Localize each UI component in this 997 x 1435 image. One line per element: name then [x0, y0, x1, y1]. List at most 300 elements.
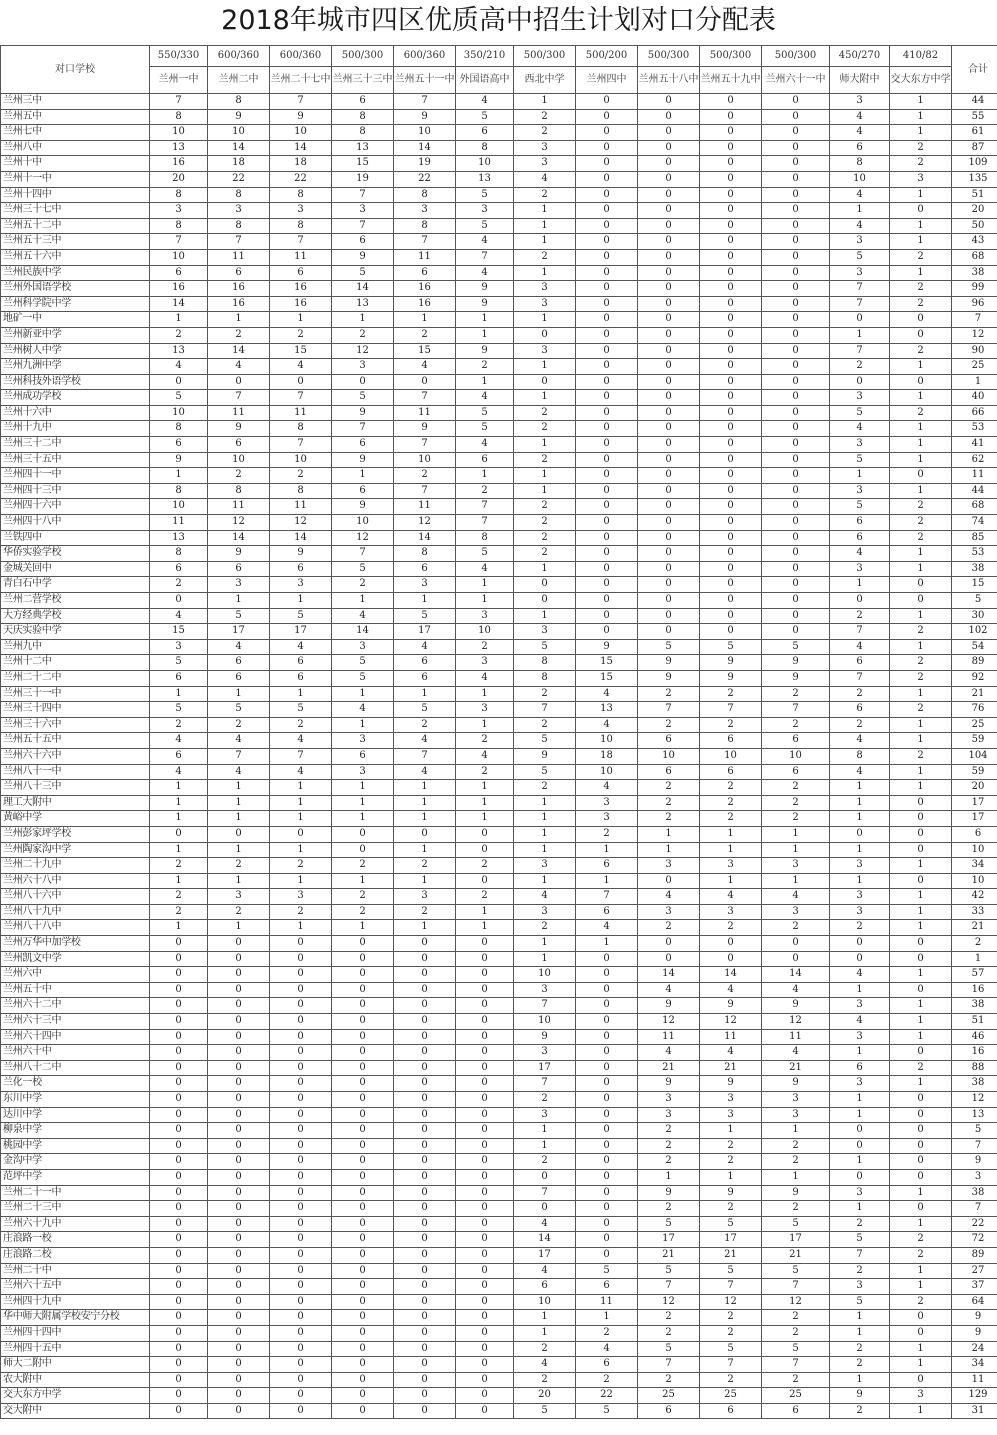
quota-cell: 0	[456, 1279, 514, 1295]
school-name-cell: 兰州六十二中	[1, 998, 150, 1014]
quota-cell: 11	[270, 499, 332, 515]
quota-cell: 0	[332, 1403, 394, 1419]
quota-cell: 4	[576, 717, 638, 733]
quota-cell: 0	[514, 577, 576, 593]
quota-cell: 0	[576, 1169, 638, 1185]
quota-cell: 1	[208, 780, 270, 796]
quota-cell: 0	[270, 1232, 332, 1248]
quota-cell: 9	[762, 655, 830, 671]
quota-cell: 0	[638, 94, 700, 110]
total-cell: 15	[952, 577, 997, 593]
quota-cell: 0	[762, 936, 830, 952]
high-school-header: 兰州二十七中	[270, 67, 332, 94]
quota-cell: 0	[270, 1372, 332, 1388]
quota-cell: 0	[270, 1169, 332, 1185]
quota-cell: 0	[208, 1045, 270, 1061]
quota-cell: 0	[208, 967, 270, 983]
quota-cell: 0	[332, 1310, 394, 1326]
capacity-cell: 600/360	[394, 46, 456, 67]
quota-cell: 0	[700, 249, 762, 265]
capacity-cell: 500/300	[700, 46, 762, 67]
high-school-header: 西北中学	[514, 67, 576, 94]
quota-cell: 6	[638, 1403, 700, 1419]
quota-cell: 4	[830, 639, 890, 655]
quota-cell: 0	[150, 1029, 208, 1045]
quota-cell: 17	[638, 1232, 700, 1248]
quota-cell: 0	[456, 1154, 514, 1170]
quota-cell: 2	[456, 483, 514, 499]
quota-cell: 9	[208, 109, 270, 125]
quota-cell: 0	[150, 1247, 208, 1263]
quota-cell: 1	[576, 842, 638, 858]
quota-cell: 2	[150, 904, 208, 920]
high-school-header: 兰州二中	[208, 67, 270, 94]
quota-cell: 0	[890, 1045, 952, 1061]
quota-cell: 7	[394, 748, 456, 764]
total-cell: 33	[952, 904, 997, 920]
quota-cell: 3	[394, 203, 456, 219]
quota-cell: 0	[332, 951, 394, 967]
quota-cell: 0	[576, 171, 638, 187]
quota-cell: 12	[332, 530, 394, 546]
total-cell: 76	[952, 702, 997, 718]
quota-cell: 0	[762, 577, 830, 593]
quota-cell: 1	[150, 842, 208, 858]
quota-cell: 1	[890, 889, 952, 905]
quota-cell: 1	[456, 374, 514, 390]
quota-cell: 15	[394, 343, 456, 359]
quota-cell: 9	[270, 109, 332, 125]
quota-cell: 11	[270, 249, 332, 265]
quota-cell: 1	[456, 327, 514, 343]
quota-cell: 7	[514, 702, 576, 718]
quota-cell: 1	[394, 686, 456, 702]
high-school-header: 兰州五十九中	[700, 67, 762, 94]
quota-cell: 1	[514, 437, 576, 453]
quota-cell: 7	[830, 343, 890, 359]
quota-cell: 6	[394, 655, 456, 671]
quota-cell: 3	[576, 811, 638, 827]
quota-cell: 2	[514, 452, 576, 468]
quota-cell: 7	[394, 234, 456, 250]
quota-cell: 10	[700, 748, 762, 764]
table-row	[1, 889, 997, 905]
school-name-cell: 兰州外国语学校	[1, 281, 150, 297]
quota-cell: 11	[576, 1294, 638, 1310]
quota-cell: 0	[456, 1045, 514, 1061]
total-cell: 30	[952, 608, 997, 624]
quota-cell: 0	[762, 109, 830, 125]
quota-cell: 4	[456, 561, 514, 577]
quota-cell: 11	[394, 405, 456, 421]
school-name-cell: 兰州十二中	[1, 655, 150, 671]
quota-cell: 2	[270, 468, 332, 484]
quota-cell: 3	[700, 1092, 762, 1108]
quota-cell: 1	[394, 795, 456, 811]
quota-cell: 0	[394, 826, 456, 842]
quota-cell: 11	[762, 1029, 830, 1045]
quota-cell: 0	[700, 515, 762, 531]
total-cell: 5	[952, 1123, 997, 1139]
quota-cell: 0	[576, 249, 638, 265]
quota-cell: 1	[514, 951, 576, 967]
quota-cell: 1	[394, 312, 456, 328]
quota-cell: 1	[890, 546, 952, 562]
school-name-cell: 兰州五十中	[1, 982, 150, 998]
quota-cell: 4	[830, 546, 890, 562]
quota-cell: 7	[700, 702, 762, 718]
quota-cell: 0	[514, 1201, 576, 1217]
quota-cell: 0	[150, 1169, 208, 1185]
total-cell: 42	[952, 889, 997, 905]
table-row	[1, 405, 997, 421]
quota-cell: 0	[270, 826, 332, 842]
table-row	[1, 1216, 997, 1232]
quota-cell: 1	[890, 1341, 952, 1357]
school-name-cell: 兰州二十二中	[1, 670, 150, 686]
quota-cell: 8	[270, 421, 332, 437]
quota-cell: 1	[700, 826, 762, 842]
quota-cell: 6	[762, 1403, 830, 1419]
quota-cell: 3	[700, 904, 762, 920]
quota-cell: 13	[576, 702, 638, 718]
quota-cell: 1	[830, 873, 890, 889]
quota-cell: 1	[700, 842, 762, 858]
quota-cell: 0	[638, 296, 700, 312]
quota-cell: 0	[150, 1357, 208, 1373]
quota-cell: 12	[762, 1294, 830, 1310]
quota-cell: 3	[638, 1092, 700, 1108]
quota-cell: 1	[208, 593, 270, 609]
quota-cell: 6	[394, 265, 456, 281]
high-school-header: 兰州一中	[150, 67, 208, 94]
quota-cell: 7	[514, 1076, 576, 1092]
quota-cell: 9	[576, 639, 638, 655]
quota-cell: 0	[638, 608, 700, 624]
quota-cell: 4	[576, 1341, 638, 1357]
school-name-cell: 兰州八十三中	[1, 780, 150, 796]
quota-cell: 0	[700, 483, 762, 499]
quota-cell: 2	[332, 889, 394, 905]
table-row	[1, 359, 997, 375]
quota-cell: 10	[150, 499, 208, 515]
total-cell: 61	[952, 125, 997, 141]
quota-cell: 2	[830, 717, 890, 733]
table-row	[1, 1045, 997, 1061]
table-row	[1, 1263, 997, 1279]
quota-cell: 0	[638, 951, 700, 967]
quota-cell: 3	[830, 483, 890, 499]
quota-cell: 2	[638, 780, 700, 796]
quota-cell: 0	[576, 1138, 638, 1154]
quota-cell: 0	[576, 390, 638, 406]
quota-cell: 0	[762, 359, 830, 375]
quota-cell: 0	[762, 281, 830, 297]
quota-cell: 2	[830, 1216, 890, 1232]
quota-cell: 0	[270, 1294, 332, 1310]
school-name-cell: 青白石中学	[1, 577, 150, 593]
quota-cell: 7	[762, 1357, 830, 1373]
quota-cell: 3	[700, 858, 762, 874]
quota-cell: 10	[576, 733, 638, 749]
quota-cell: 2	[208, 858, 270, 874]
quota-cell: 5	[456, 187, 514, 203]
quota-cell: 2	[514, 405, 576, 421]
quota-cell: 2	[890, 515, 952, 531]
quota-cell: 3	[762, 1107, 830, 1123]
quota-cell: 6	[762, 733, 830, 749]
school-name-cell: 兰州十一中	[1, 171, 150, 187]
quota-cell: 0	[576, 343, 638, 359]
quota-cell: 15	[150, 624, 208, 640]
total-cell: 22	[952, 1216, 997, 1232]
school-name-cell: 地矿一中	[1, 312, 150, 328]
quota-cell: 2	[762, 1310, 830, 1326]
table-row	[1, 748, 997, 764]
quota-cell: 3	[456, 702, 514, 718]
quota-cell: 0	[332, 1169, 394, 1185]
school-name-cell: 兰州三十六中	[1, 717, 150, 733]
table-row	[1, 312, 997, 328]
quota-cell: 2	[890, 499, 952, 515]
quota-cell: 3	[332, 359, 394, 375]
quota-cell: 1	[890, 1357, 952, 1373]
quota-cell: 1	[890, 733, 952, 749]
quota-cell: 2	[514, 421, 576, 437]
quota-cell: 0	[700, 561, 762, 577]
quota-cell: 0	[762, 624, 830, 640]
quota-cell: 9	[208, 421, 270, 437]
quota-cell: 1	[270, 312, 332, 328]
quota-cell: 14	[270, 140, 332, 156]
quota-cell: 1	[514, 218, 576, 234]
quota-cell: 6	[332, 234, 394, 250]
quota-cell: 3	[208, 203, 270, 219]
quota-cell: 1	[514, 234, 576, 250]
total-cell: 96	[952, 296, 997, 312]
quota-cell: 0	[394, 1014, 456, 1030]
quota-cell: 17	[514, 1247, 576, 1263]
table-row	[1, 421, 997, 437]
quota-cell: 2	[150, 577, 208, 593]
quota-cell: 11	[638, 1029, 700, 1045]
quota-cell: 0	[762, 561, 830, 577]
quota-cell: 0	[576, 1201, 638, 1217]
quota-cell: 2	[890, 156, 952, 172]
quota-cell: 0	[208, 1310, 270, 1326]
quota-cell: 3	[208, 889, 270, 905]
quota-cell: 0	[332, 1216, 394, 1232]
quota-cell: 12	[700, 1014, 762, 1030]
table-row	[1, 468, 997, 484]
table-row	[1, 764, 997, 780]
quota-cell: 0	[332, 1263, 394, 1279]
table-row	[1, 1107, 997, 1123]
total-cell: 34	[952, 1357, 997, 1373]
quota-cell: 14	[150, 296, 208, 312]
table-row	[1, 234, 997, 250]
quota-cell: 0	[576, 1107, 638, 1123]
quota-cell: 21	[638, 1247, 700, 1263]
quota-cell: 19	[394, 156, 456, 172]
total-cell: 62	[952, 452, 997, 468]
total-cell: 109	[952, 156, 997, 172]
quota-cell: 21	[700, 1060, 762, 1076]
quota-cell: 1	[890, 1263, 952, 1279]
quota-cell: 2	[514, 109, 576, 125]
quota-cell: 5	[830, 1294, 890, 1310]
quota-cell: 4	[270, 359, 332, 375]
quota-cell: 20	[514, 1388, 576, 1404]
quota-cell: 15	[576, 655, 638, 671]
total-cell: 87	[952, 140, 997, 156]
quota-cell: 2	[762, 920, 830, 936]
total-cell: 99	[952, 281, 997, 297]
quota-cell: 0	[638, 561, 700, 577]
total-cell: 59	[952, 764, 997, 780]
quota-cell: 9	[456, 343, 514, 359]
table-row	[1, 686, 997, 702]
quota-cell: 0	[638, 187, 700, 203]
quota-cell: 0	[394, 1341, 456, 1357]
quota-cell: 0	[332, 1154, 394, 1170]
quota-cell: 4	[332, 702, 394, 718]
quota-cell: 0	[700, 405, 762, 421]
quota-cell: 0	[890, 982, 952, 998]
quota-cell: 1	[456, 811, 514, 827]
quota-cell: 13	[150, 530, 208, 546]
quota-cell: 0	[208, 1294, 270, 1310]
quota-cell: 2	[638, 1325, 700, 1341]
quota-cell: 0	[150, 1045, 208, 1061]
quota-cell: 0	[394, 1232, 456, 1248]
quota-cell: 1	[150, 795, 208, 811]
total-cell: 59	[952, 733, 997, 749]
table-row	[1, 452, 997, 468]
quota-cell: 2	[890, 702, 952, 718]
school-name-cell: 兰铁四中	[1, 530, 150, 546]
quota-cell: 1	[514, 811, 576, 827]
school-name-cell: 兰州六十三中	[1, 1014, 150, 1030]
quota-cell: 0	[762, 218, 830, 234]
total-cell: 38	[952, 1185, 997, 1201]
table-row	[1, 1310, 997, 1326]
quota-cell: 1	[576, 1310, 638, 1326]
quota-cell: 1	[456, 312, 514, 328]
school-name-cell: 兰州十四中	[1, 187, 150, 203]
total-cell: 38	[952, 265, 997, 281]
quota-cell: 8	[332, 109, 394, 125]
school-name-cell: 兰州五十五中	[1, 733, 150, 749]
table-row	[1, 1294, 997, 1310]
quota-cell: 2	[890, 670, 952, 686]
table-row	[1, 1341, 997, 1357]
quota-cell: 0	[700, 577, 762, 593]
quota-cell: 4	[830, 1014, 890, 1030]
quota-cell: 0	[150, 982, 208, 998]
table-row	[1, 1372, 997, 1388]
school-name-cell: 兰州九洲中学	[1, 359, 150, 375]
quota-cell: 5	[762, 1263, 830, 1279]
total-cell: 20	[952, 203, 997, 219]
quota-cell: 0	[762, 187, 830, 203]
quota-cell: 0	[638, 265, 700, 281]
quota-cell: 7	[456, 249, 514, 265]
quota-cell: 0	[332, 374, 394, 390]
total-cell: 50	[952, 218, 997, 234]
quota-cell: 9	[700, 998, 762, 1014]
quota-cell: 0	[150, 951, 208, 967]
quota-cell: 16	[150, 156, 208, 172]
quota-cell: 0	[514, 374, 576, 390]
table-row	[1, 94, 997, 110]
total-cell: 11	[952, 468, 997, 484]
quota-cell: 0	[456, 982, 514, 998]
quota-cell: 4	[638, 1045, 700, 1061]
quota-cell: 3	[394, 889, 456, 905]
quota-cell: 0	[638, 499, 700, 515]
quota-cell: 18	[270, 156, 332, 172]
quota-cell: 1	[150, 312, 208, 328]
quota-cell: 25	[762, 1388, 830, 1404]
quota-cell: 0	[270, 1014, 332, 1030]
quota-cell: 8	[456, 530, 514, 546]
quota-cell: 9	[762, 1185, 830, 1201]
quota-cell: 7	[208, 390, 270, 406]
quota-cell: 17	[208, 624, 270, 640]
school-name-cell: 兰州七中	[1, 125, 150, 141]
total-cell: 2	[952, 936, 997, 952]
quota-cell: 0	[890, 826, 952, 842]
quota-cell: 2	[456, 359, 514, 375]
quota-cell: 0	[700, 203, 762, 219]
quota-cell: 7	[208, 748, 270, 764]
quota-cell: 1	[332, 920, 394, 936]
quota-cell: 1	[830, 1325, 890, 1341]
quota-cell: 0	[456, 1076, 514, 1092]
quota-cell: 0	[576, 421, 638, 437]
quota-cell: 9	[208, 546, 270, 562]
quota-cell: 0	[270, 1403, 332, 1419]
quota-cell: 0	[208, 1076, 270, 1092]
table-row	[1, 920, 997, 936]
school-name-row	[1, 67, 997, 94]
quota-cell: 6	[150, 265, 208, 281]
total-column-header: 合计	[952, 46, 997, 94]
quota-cell: 0	[394, 1247, 456, 1263]
quota-cell: 0	[576, 265, 638, 281]
quota-cell: 1	[394, 873, 456, 889]
quota-cell: 0	[208, 998, 270, 1014]
quota-cell: 1	[514, 873, 576, 889]
quota-cell: 10	[150, 249, 208, 265]
quota-cell: 0	[576, 1060, 638, 1076]
quota-cell: 0	[332, 826, 394, 842]
school-name-cell: 庄浪路一校	[1, 1232, 150, 1248]
quota-cell: 2	[762, 780, 830, 796]
quota-cell: 13	[332, 296, 394, 312]
quota-cell: 0	[208, 1357, 270, 1373]
table-row	[1, 670, 997, 686]
quota-cell: 5	[700, 1341, 762, 1357]
quota-cell: 1	[332, 468, 394, 484]
total-cell: 9	[952, 1154, 997, 1170]
quota-cell: 1	[830, 1107, 890, 1123]
quota-cell: 8	[208, 94, 270, 110]
table-row	[1, 499, 997, 515]
quota-cell: 9	[394, 421, 456, 437]
quota-cell: 0	[700, 125, 762, 141]
